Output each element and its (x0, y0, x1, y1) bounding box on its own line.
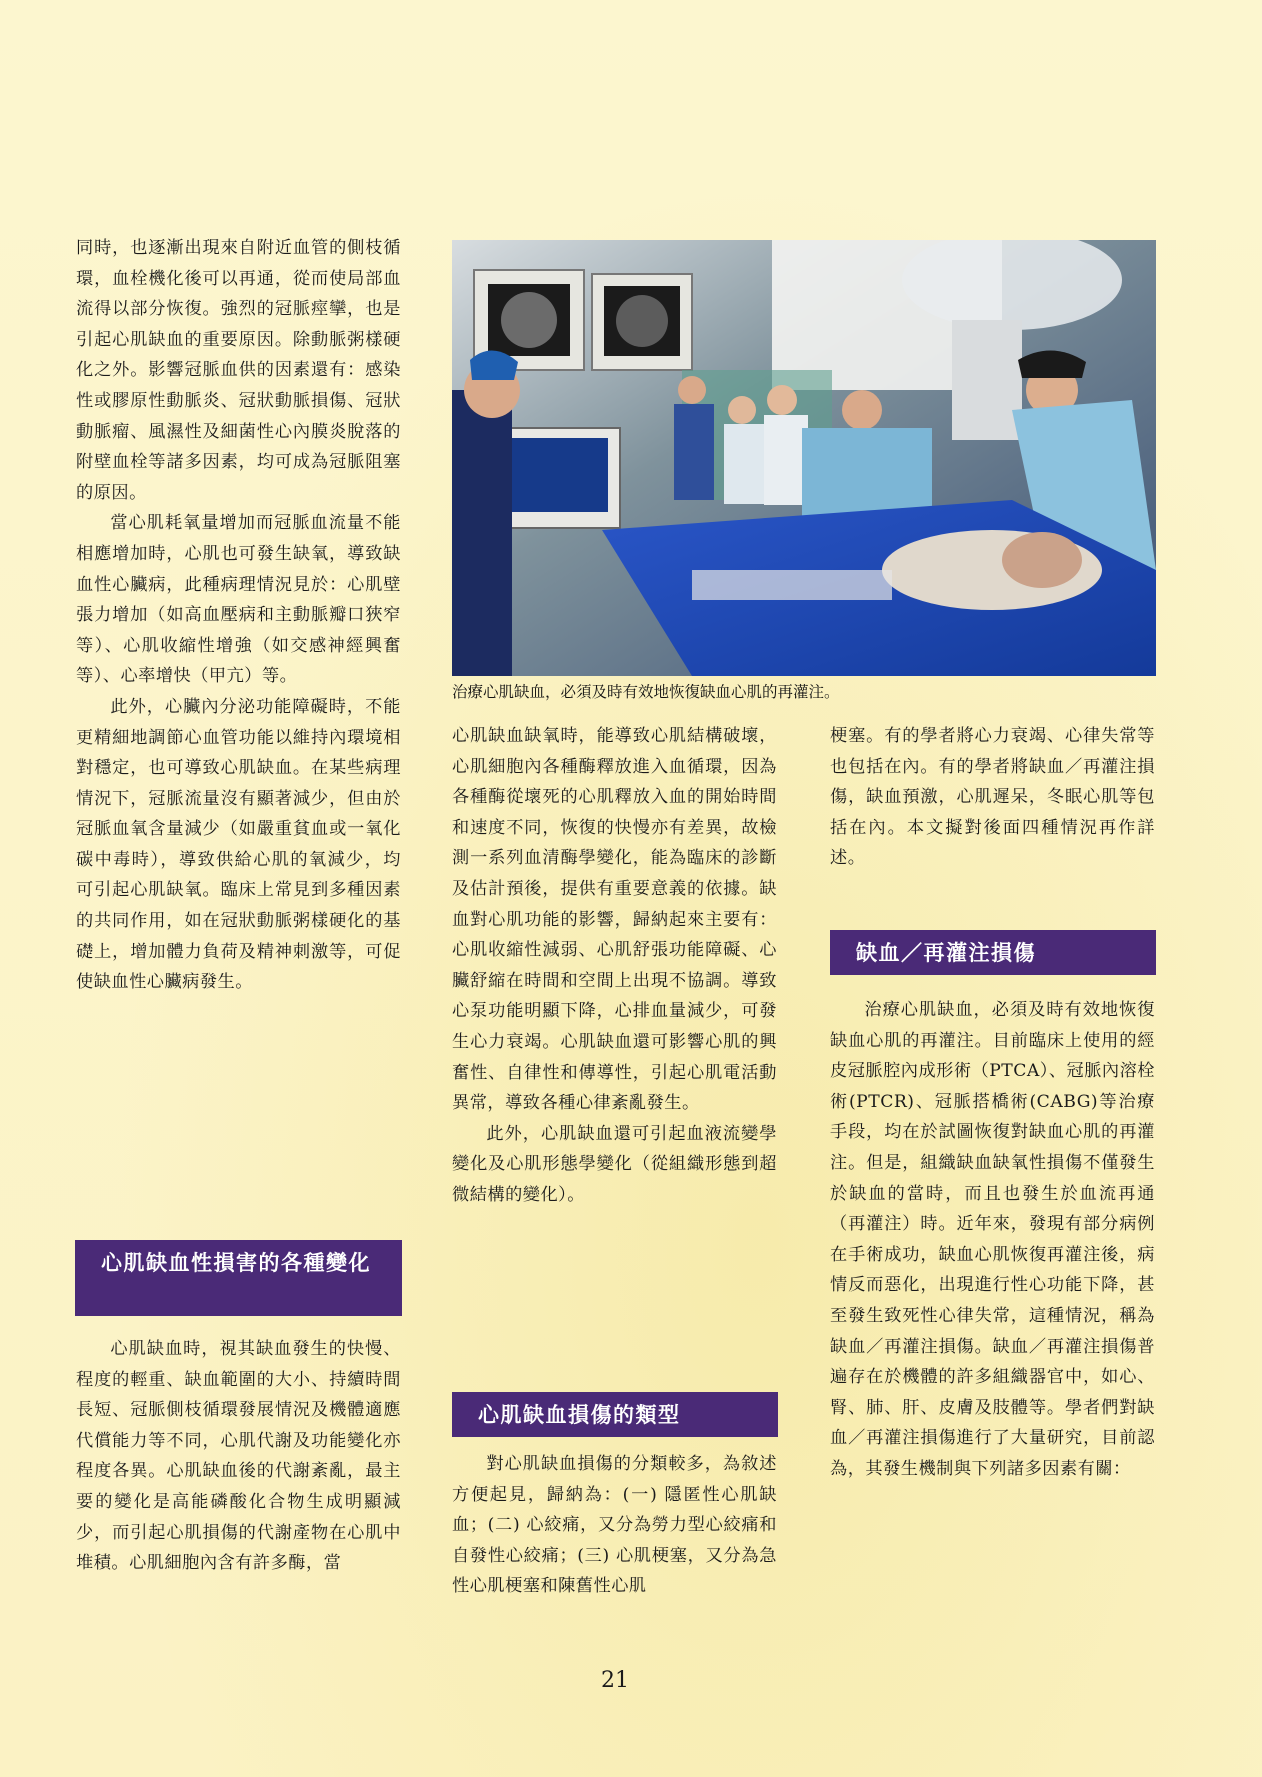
paragraph: 心肌缺血時，視其缺血發生的快慢、程度的輕重、缺血範圍的大小、持續時間長短、冠脈側枝循環發展情況及機體適應代償能力等不同，心肌代謝及功能變化亦程度各異。心肌缺血後的代謝紊亂，最主要的變化是高能磷酸化合物生成明顯減少，而引起心肌損傷的代謝產物在心肌中堆積。心肌細胞內含有許多酶，當 (76, 1339, 401, 1574)
paragraph: 治療心肌缺血，必須及時有效地恢復缺血心肌的再灌注。目前臨床上使用的經皮冠脈腔內成形術（PTCA）、冠脈內溶栓術(PTCR)、冠脈搭橋術(CABG)等治療手段，均在於試圖恢復對缺血心肌的再灌注。但是，組織缺血缺氧性損傷不僅發生於缺血的當時，而且也發生於血流再通（再灌注）時。近年來，發現有部分病例在手術成功，缺血心肌恢復再灌注後，病情反而惡化，出現進行性心功能下降，甚至發生致死性心律失常，這種情況，稱為缺血／再灌注損傷。缺血／再灌注損傷普遍存在於機體的許多組織器官中，如心、腎、肺、肝、皮膚及肢體等。學者們對缺血／再灌注損傷進行了大量研究，目前認為，其發生機制與下列諸多因素有關： (830, 1000, 1155, 1479)
paragraph: 此外，心臟內分泌功能障礙時，不能更精細地調節心血管功能以維持內環境相對穩定，也可導致心肌缺血。在某些病理情況下，冠脈流量沒有顯著減少，但由於冠脈血氧含量減少（如嚴重貧血或一氧化碳中毒時），導致供給心肌的氧減少，均可引起心肌缺氧。臨床上常見到多種因素的共同作用，如在冠狀動脈粥樣硬化的基礎上，增加體力負荷及精神刺激等，可促使缺血性心臟病發生。 (76, 696, 401, 993)
section-heading-injury-types: 心肌缺血損傷的類型 (452, 1392, 778, 1437)
text-column-3-continued (830, 995, 1155, 1485)
paragraph: 梗塞。有的學者將心力衰竭、心律失常等也包括在內。有的學者將缺血／再灌注損傷，缺血預激，心肌遲呆，冬眠心肌等包括在內。本文擬對後面四種情況再作詳述。 (830, 726, 1155, 869)
text-column-3 (830, 721, 1155, 874)
paragraph: 對心肌缺血損傷的分類較多，為敘述方便起見，歸納為：(一) 隱匿性心肌缺血；(二) 心絞痛，又分為勞力型心絞痛和自發性心絞痛；(三) 心肌梗塞，又分為急性心肌梗塞和陳舊性心肌 (452, 1454, 777, 1597)
text-column-2 (452, 721, 777, 1211)
paragraph: 同時，也逐漸出現來自附近血管的側枝循環，血栓機化後可以再通，從而使局部血流得以部分恢復。強烈的冠脈痙攣，也是引起心肌缺血的重要原因。除動脈粥樣硬化之外。影響冠脈血供的因素還有：感染性或膠原性動脈炎、冠狀動脈損傷、冠狀動脈瘤、風濕性及細菌性心內膜炎脫落的附壁血栓等諸多因素，均可成為冠脈阻塞的原因。 (76, 238, 401, 503)
paragraph: 當心肌耗氧量增加而冠脈血流量不能相應增加時，心肌也可發生缺氧，導致缺血性心臟病，此種病理情況見於：心肌壁張力增加（如高血壓病和主動脈瓣口狹窄等）、心肌收縮性增強（如交感神經興奮等）、心率增快（甲亢）等。 (76, 513, 401, 687)
surgery-photo (452, 240, 1156, 676)
paragraph: 心肌缺血缺氧時，能導致心肌結構破壞，心肌細胞內各種酶釋放進入血循環，因為各種酶從壞死的心肌釋放入血的開始時間和速度不同，恢復的快慢亦有差異，故檢測一系列血清酶學變化，能為臨床的診斷及估計預後，提供有重要意義的依據。缺血對心肌功能的影響，歸納起來主要有：心肌收縮性減弱、心肌舒張功能障礙、心臟舒縮在時間和空間上出現不協調。導致心泵功能明顯下降，心排血量減少，可發生心力衰竭。心肌缺血還可影響心肌的興奮性、自律性和傳導性，引起心肌電活動異常，導致各種心律紊亂發生。 (452, 726, 777, 1114)
page-number: 21 (601, 1668, 629, 1693)
text-column-1 (76, 233, 401, 998)
section-heading-ischemic-changes: 心肌缺血性損害的各種變化 (75, 1240, 402, 1316)
text-column-1-continued (76, 1334, 401, 1579)
section-heading-reperfusion-injury: 缺血／再灌注損傷 (830, 930, 1156, 975)
photo-caption: 治療心肌缺血，必須及時有效地恢復缺血心肌的再灌注。 (452, 683, 840, 701)
paragraph: 此外，心肌缺血還可引起血液流變學變化及心肌形態學變化（從組織形態到超微結構的變化）。 (452, 1123, 777, 1205)
text-column-2-continued (452, 1449, 777, 1602)
